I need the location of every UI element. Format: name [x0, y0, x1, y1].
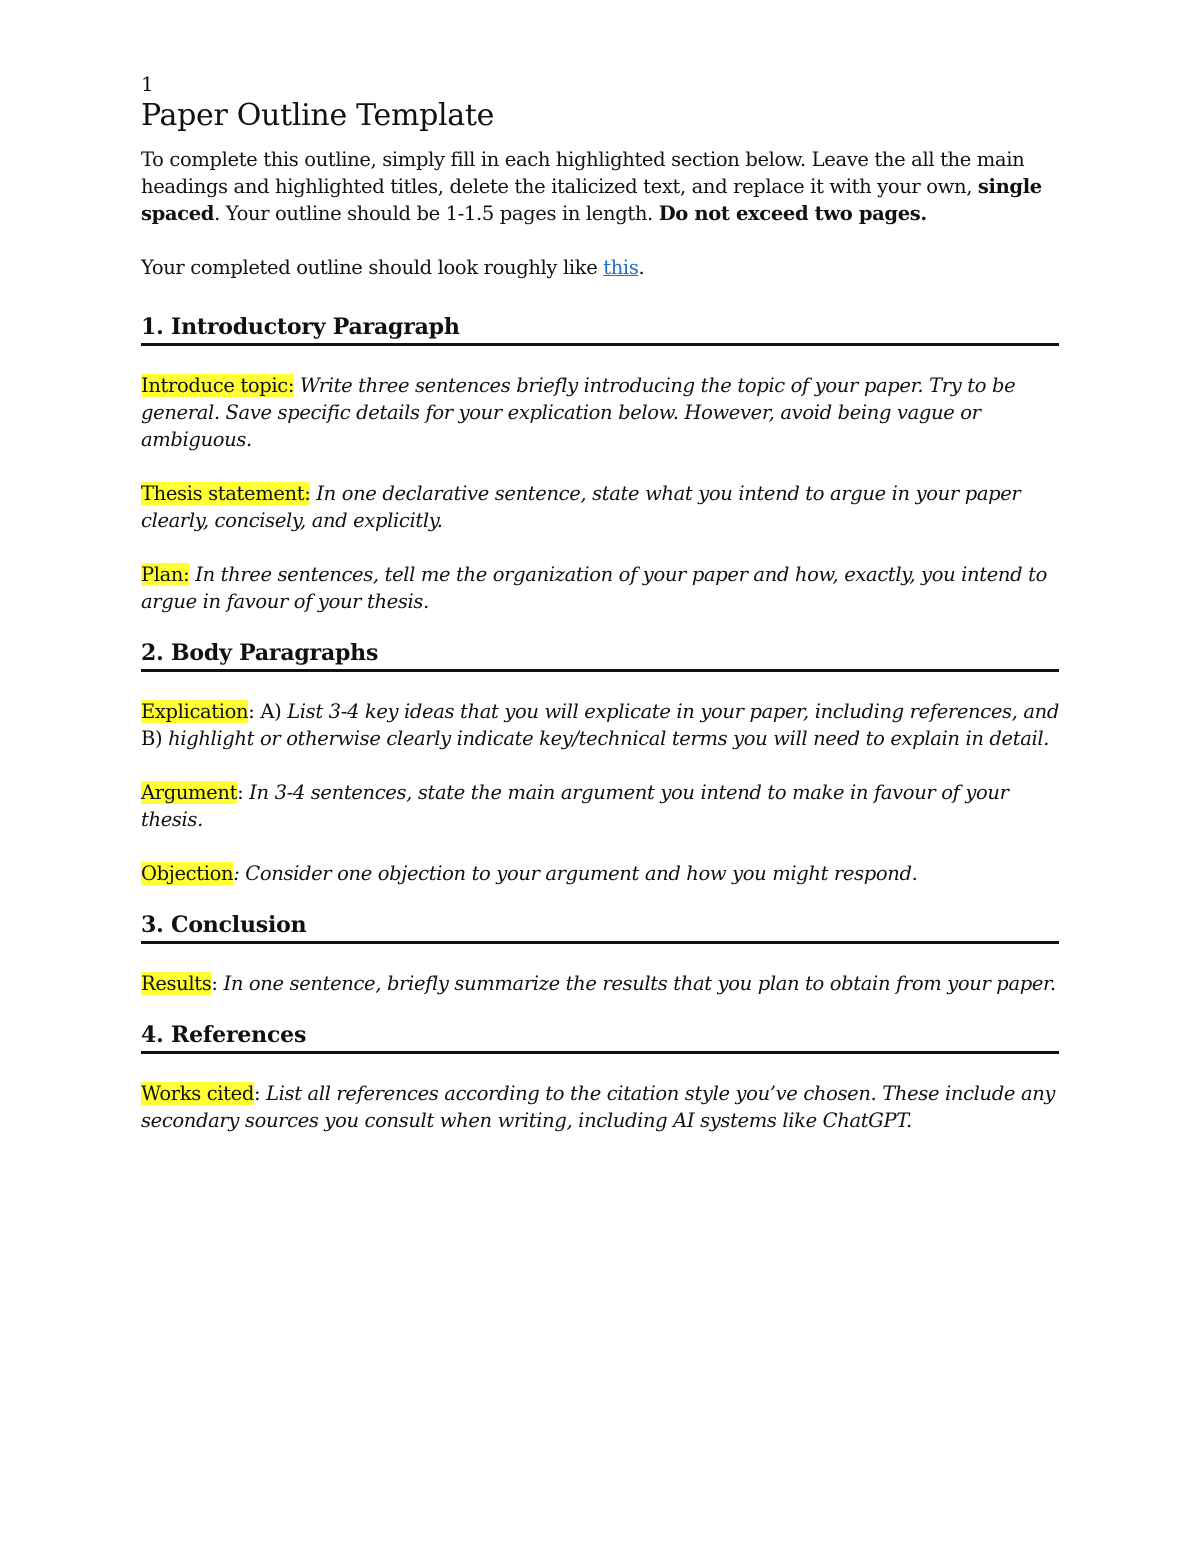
item-objection [141, 860, 1059, 887]
page-title: Paper Outline Template [141, 98, 495, 133]
explication-part-a-marker: : A) [248, 700, 288, 723]
text-objection: : Consider one objection to your argument and how you might respond. [233, 862, 918, 885]
page-number: 1 [141, 72, 154, 96]
intro-paragraph [141, 146, 1059, 227]
intro-text-1: To complete this outline, simply fill in each highlighted section below. Leave the all the main headings and highlighted titles, delete the italicized text, and replace it with your own, [141, 148, 1025, 198]
text-plan: In three sentences, tell me the organization of your paper and how, exactly, you intend to argue in favour of your thesis. [141, 563, 1047, 613]
label-objection: Objection [141, 862, 234, 885]
text-thesis-statement: In one declarative sentence, state what you intend to argue in your paper clearly, concisely, and explicitly. [141, 482, 1021, 532]
example-line-end: . [638, 256, 645, 279]
document-page [141, 70, 1059, 1158]
explication-part-b-marker: B) [141, 727, 169, 750]
label-results: Results [141, 972, 212, 995]
heading-conclusion: 3. Conclusion [141, 911, 1059, 944]
example-line [141, 254, 1059, 281]
text-works-cited: List all references according to the citation style you’ve chosen. These include any secondary sources you consult when writing, including AI systems like ChatGPT. [141, 1082, 1056, 1132]
item-works-cited [141, 1080, 1059, 1134]
text-results: In one sentence, briefly summarize the results that you plan to obtain from your paper. [223, 972, 1056, 995]
text-explication-b: highlight or otherwise clearly indicate key/technical terms you will need to explain in detail. [168, 727, 1050, 750]
item-argument [141, 779, 1059, 833]
argument-colon: : [237, 781, 250, 804]
item-thesis-statement [141, 480, 1059, 534]
label-explication: Explication [141, 700, 249, 723]
item-introduce-topic [141, 372, 1059, 453]
intro-bold-single-spaced: single spaced [141, 175, 1042, 225]
item-explication [141, 698, 1059, 752]
works-cited-colon: : [253, 1082, 267, 1105]
example-line-text: Your completed outline should look roughly like [141, 256, 604, 279]
item-plan [141, 561, 1059, 615]
text-argument: In 3-4 sentences, state the main argument you intend to make in favour of your thesis. [141, 781, 1009, 831]
label-works-cited: Works cited [141, 1082, 254, 1105]
intro-text-2: . Your outline should be 1-1.5 pages in length. [214, 202, 659, 225]
heading-references: 4. References [141, 1021, 1059, 1054]
label-introduce-topic: Introduce topic: [141, 374, 295, 397]
label-plan: Plan: [141, 563, 190, 586]
text-introduce-topic: Write three sentences briefly introducing the topic of your paper. Try to be general. Save specific details for your explication below. However, avoid being vague or ambiguous. [141, 374, 1016, 451]
intro-bold-page-limit: Do not exceed two pages. [658, 202, 927, 225]
item-results [141, 970, 1059, 997]
text-explication-a: List 3-4 key ideas that you will explicate in your paper, including references, and [287, 700, 1059, 723]
label-thesis-statement: Thesis statement: [141, 482, 311, 505]
heading-body-paragraphs: 2. Body Paragraphs [141, 639, 1059, 672]
results-colon: : [211, 972, 224, 995]
label-argument: Argument [141, 781, 238, 804]
heading-introductory-paragraph: 1. Introductory Paragraph [141, 313, 1059, 346]
example-link[interactable]: this [603, 256, 639, 279]
